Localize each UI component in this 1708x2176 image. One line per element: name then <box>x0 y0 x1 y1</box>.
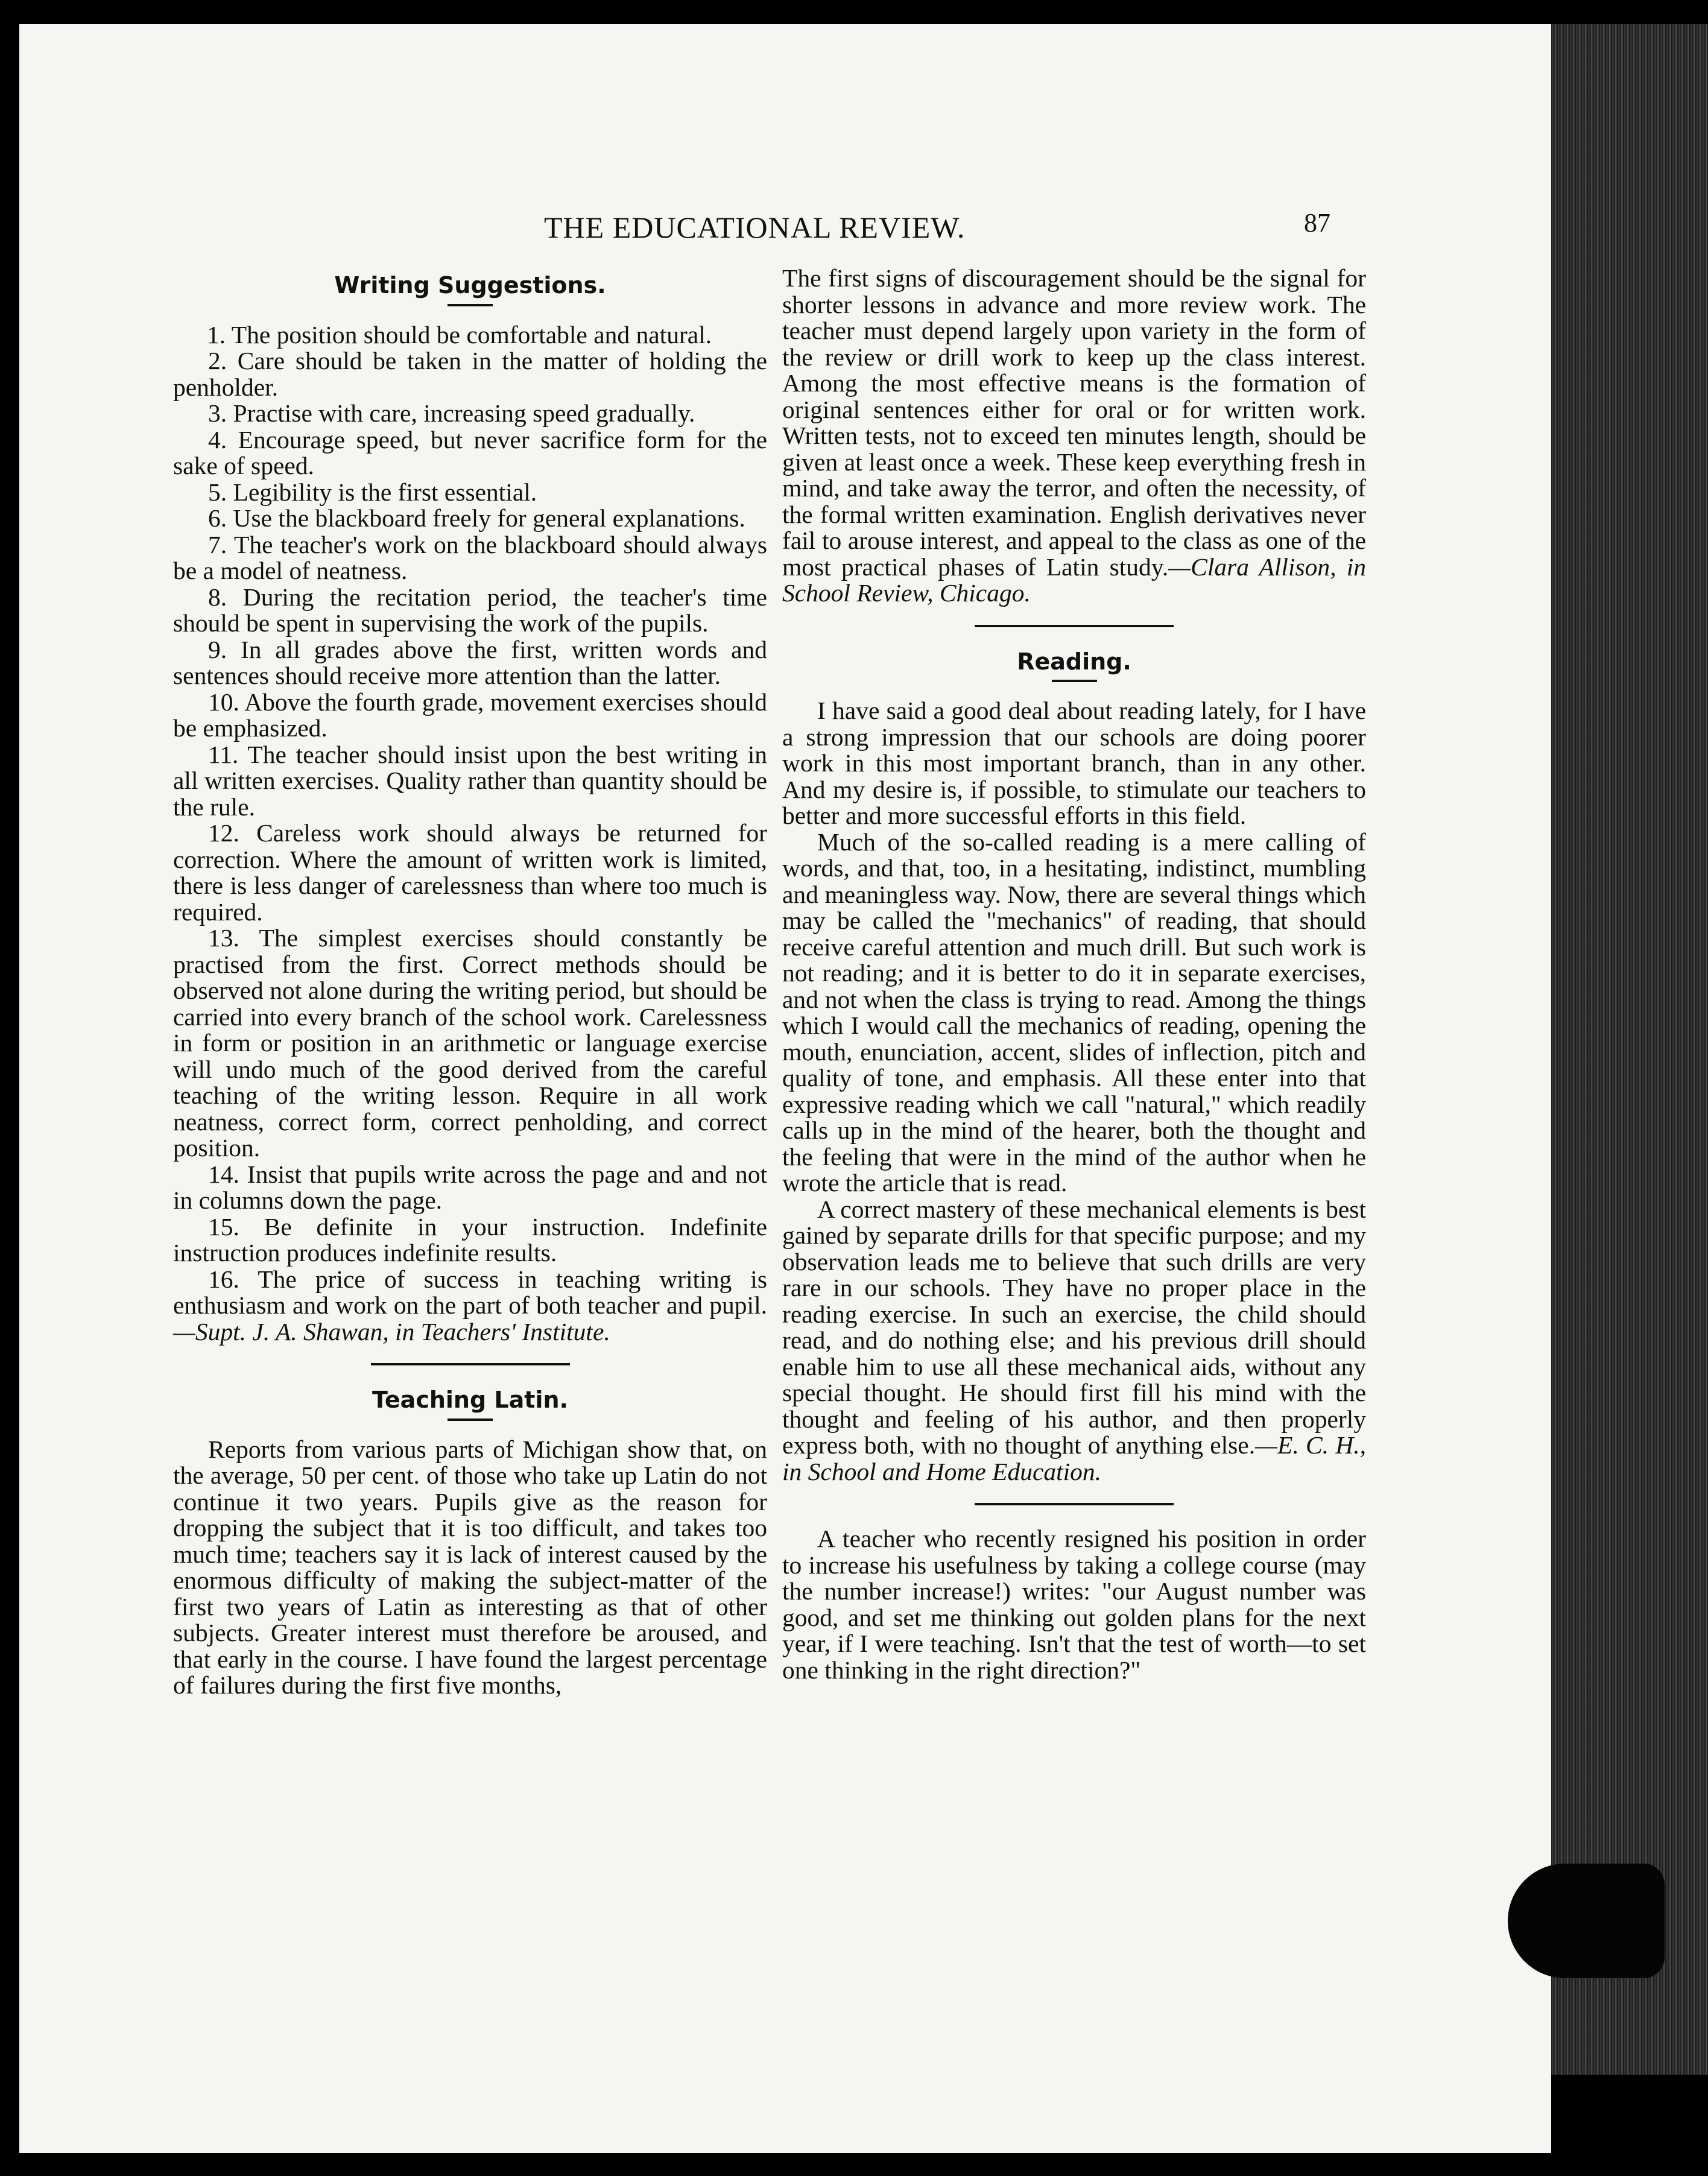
writing-heading: Writing Suggestions. <box>334 272 606 299</box>
heading-rule <box>448 304 493 306</box>
reading-paragraph-last <box>782 1197 1366 1485</box>
writing-item: 12. Careless work should always be returned for correction. Where the amount of written work is limited, there is less danger of carelessness than where too much is required. <box>173 819 767 926</box>
left-column <box>173 271 767 1699</box>
section-divider <box>371 1363 570 1365</box>
latin-heading: Teaching Latin. <box>372 1387 568 1413</box>
latin-continued-text: The first signs of discouragement should be the signal for shorter lessons in advance and more review work. The teacher must depend largely upon variety in the form of the review or drill work to keep up the class interest. Among the most effective means is the formation of original sentences either for oral or for written work. Written tests, not to exceed ten minutes length, should be given at least once a week. These keep everything fresh in mind, and take away the terror, and often the necessity, of the formal written examination. English derivatives never fail to arouse interest, and appeal to the class as one of the most practical phases of Latin study. <box>782 264 1366 581</box>
writing-item: 14. Insist that pupils write across the page and and not in columns down the page. <box>173 1160 767 1214</box>
reading-paragraph: I have said a good deal about reading lately, for I have a strong impression that our schools are doing poorer work in this most important branch, than in any other. And my desire is, if possible, to stimulate our teachers to better and more successful efforts in this field. <box>782 697 1366 829</box>
writing-item: 6. Use the blackboard freely for general explanations. <box>208 504 745 532</box>
writing-item: 4. Encourage speed, but never sacrifice form for the sake of speed. <box>173 425 767 479</box>
section-divider <box>975 625 1174 627</box>
teacher-note: A teacher who recently resigned his position in order to increase his usefulness by taking a college course (may the number increase!) writes: "our August number was good, and set me thinking out golden plans for the next year, if I were teaching. Isn't that the test of worth—to set one thinking in the right direction?" <box>782 1525 1366 1684</box>
writing-item: 13. The simplest exercises should constantly be practised from the first. Correct methods should be observed not alone during the writing period, but should be carried into every branch of the school work. Carelessness in form or position in an arithmetic or language exercise will undo much of the good derived from the careful teaching of the writing lesson. Require in all work neatness, correct form, correct penholding, and correct position. <box>173 924 767 1162</box>
writing-item: 2. Care should be taken in the matter of holding the penholder. <box>173 347 767 401</box>
book-page <box>19 24 1551 2153</box>
right-column <box>782 265 1366 1683</box>
writing-item: 1. The position should be comfortable and natural. <box>207 320 712 349</box>
writing-item: 5. Legibility is the first essential. <box>208 478 537 506</box>
journal-title: THE EDUCATIONAL REVIEW. <box>544 210 966 244</box>
page-number: 87 <box>1304 208 1330 238</box>
writing-item: 3. Practise with care, increasing speed gradually. <box>208 399 695 427</box>
writing-citation: —Supt. J. A. Shawan, in Teachers' Institute. <box>173 1317 610 1346</box>
writing-item-16 <box>173 1267 767 1346</box>
reading-paragraph: Much of the so-called reading is a mere calling of words, and that, too, in a hesitating, indistinct, mumbling and meaningless way. Now, there are several things which may be called the "mechanics" of reading, that should receive careful attention and much drill. But such work is not reading; and it is better to do it in separate exercises, and not when the class is trying to read. Among the things which I would call the mechanics of reading, opening the mouth, enunciation, accent, slides of inflection, pitch and quality of tone, and emphasis. All these enter into that expressive reading which we call "natural," which readily calls up in the mind of the hearer, both the thought and the feeling that were in the mind of the author when he wrote the article that is read. <box>782 827 1366 1197</box>
writing-item: 7. The teacher's work on the blackboard should always be a model of neatness. <box>173 530 767 584</box>
heading-rule <box>1052 680 1097 682</box>
writing-item: 11. The teacher should insist upon the best writing in all written exercises. Quality rather than quantity should be the rule. <box>173 740 767 821</box>
writing-item: 15. Be definite in your instruction. Indefinite instruction produces indefinite results. <box>173 1212 767 1267</box>
writing-item: 10. Above the fourth grade, movement exercises should be emphasized. <box>173 688 767 742</box>
thumb-shadow <box>1508 1864 1665 1978</box>
heading-rule <box>448 1419 493 1421</box>
running-header <box>19 210 1551 252</box>
latin-paragraph: Reports from various parts of Michigan show that, on the average, 50 per cent. of those who take up Latin do not continue it two years. Pupils give as the reason for dropping the subject that it is too difficult, and takes too much time; teachers say it is lack of interest caused by the enormous difficulty of making the subject-matter of the first two years of Latin as interesting as that of other subjects. Greater interest must therefore be aroused, and that early in the course. I have found the largest percentage of failures during the first five months, <box>173 1435 767 1699</box>
reading-paragraph-text: A correct mastery of these mechanical elements is best gained by separate drills for that specific purpose; and my observation leads me to believe that such drills are very rare in our schools. They have no proper place in the reading exercise. In such an exercise, the child should read, and do nothing else; and his previous drill should enable him to use all these mechanical aids, without any special thought. He should first fill his mind with the thought and feeling of his author, and then properly express both, with no thought of anything else. <box>782 1195 1366 1459</box>
latin-continued <box>782 265 1366 607</box>
reading-citation: —E. C. H., in School and Home Education. <box>782 1431 1366 1485</box>
writing-item: 8. During the recitation period, the teacher's time should be spent in supervising the work of the pupils. <box>173 583 767 637</box>
writing-item-16-text: 16. The price of success in teaching writing is enthusiasm and work on the part of both teacher and pupil. <box>173 1265 767 1319</box>
reading-heading: Reading. <box>1017 648 1131 675</box>
page-edges <box>1551 24 1708 2075</box>
writing-item: 9. In all grades above the first, written words and sentences should receive more attention than the latter. <box>173 635 767 689</box>
section-divider <box>975 1503 1174 1505</box>
latin-citation: —Clara Allison, in School Review, Chicago. <box>782 552 1366 607</box>
